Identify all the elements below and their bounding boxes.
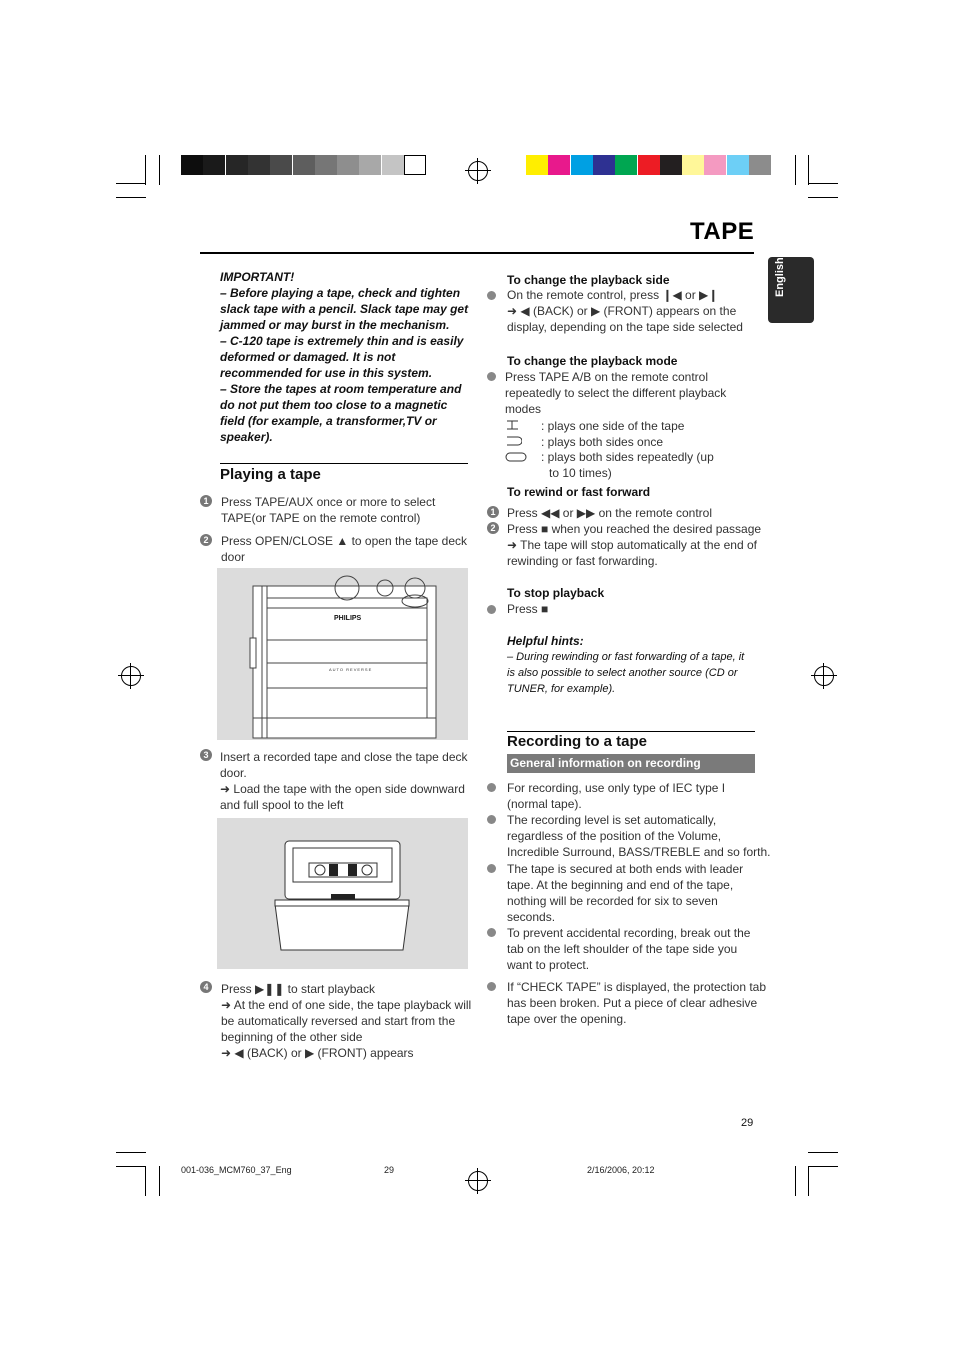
recording-heading: Recording to a tape [507,733,648,750]
change-side-heading: To change the playback side [507,273,670,287]
recording-line: tape. At the beginning and end of the tape, [507,878,734,892]
step-line: ➜ Load the tape with the open side downward [220,782,465,796]
step-line: door. [220,766,247,780]
page-title: TAPE [690,218,755,245]
bullet [487,864,496,873]
color-swatch [727,155,749,175]
recording-line: seconds. [507,910,556,924]
change-mode-heading: To change the playback mode [507,354,678,368]
recording-line: Incredible Surround, BASS/TREBLE and so forth. [507,845,771,859]
mode-description: : plays both sides repeatedly (up [541,450,714,465]
recording-line: (normal tape). [507,797,582,811]
cassette-insert-figure [217,818,468,969]
mode-description: to 10 times) [549,466,612,481]
footer-page: 29 [384,1165,395,1175]
change-mode-line: Press TAPE A/B on the remote control [505,370,708,384]
stop-heading: To stop playback [507,586,605,600]
hint-line: is also possible to select another source (CD or [507,667,738,679]
bullet [487,372,496,381]
step-number-4: 4 [200,981,212,993]
color-swatch [315,155,337,175]
hint-line: TUNER, for example). [507,683,616,695]
step-number-1: 1 [200,495,212,507]
recording-line: To prevent accidental recording, break out the [507,926,751,940]
registration-mark-left [121,666,141,686]
bullet [487,982,496,991]
bullet [487,291,496,300]
recording-line: nothing will be recorded for six to seven [507,894,718,908]
color-swatch [248,155,270,175]
bullet [487,815,496,824]
color-swatch [226,155,248,175]
color-swatch [615,155,637,175]
color-swatch [526,155,548,175]
step-line: be automatically reversed and start from the [221,1014,456,1028]
bullet [487,928,496,937]
registration-mark-right [814,666,834,686]
important-line: slack tape with a pencil. Slack tape may get [220,302,469,316]
step-line: TAPE(or TAPE on the remote control) [221,511,421,525]
important-line: – Before playing a tape, check and tighten [220,286,461,300]
color-swatch [749,155,771,175]
mode-description: : plays one side of the tape [541,419,685,433]
registration-mark-top [468,161,488,181]
recording-line: tab on the left shoulder of the tape side you [507,942,738,956]
step-number-2: 2 [200,534,212,546]
color-swatch [404,155,426,175]
color-swatch [660,155,682,175]
important-heading: IMPORTANT! [220,270,295,284]
both-sides-repeat-icon [505,451,527,463]
rewind-step-number-2: 2 [487,522,499,534]
step-line: ➜ ◀ (BACK) or ▶ (FRONT) appears [221,1046,414,1060]
important-line: recommended for use in this system. [220,366,433,380]
tape-deck-figure [217,568,468,740]
recording-line: For recording, use only type of IEC type I [507,781,726,795]
important-line: deformed or damaged. It is not [220,350,396,364]
change-side-line: On the remote control, press ❙◀ or ▶❙ [507,288,719,302]
both-sides-once-icon [506,435,522,447]
important-line: – Store the tapes at room temperature and [220,382,462,396]
change-mode-line: repeatedly to select the different playback [505,386,727,400]
important-line: field (for example, a transformer,TV or [220,414,437,428]
rewind-heading: To rewind or fast forward [507,485,651,499]
recording-line: regardless of the position of the Volume, [507,829,722,843]
color-swatch [704,155,726,175]
footer-file: 001-036_MCM760_37_Eng [181,1165,292,1175]
step-line: door [221,550,246,564]
rewind-line: Press ■ when you reached the desired passage [507,522,762,536]
recording-line: want to protect. [507,958,590,972]
rewind-step-number-1: 1 [487,506,499,518]
step-line: beginning of the other side [221,1030,363,1044]
important-line: – C-120 tape is extremely thin and is easily [220,334,464,348]
recording-line: If “CHECK TAPE” is displayed, the protection tab [507,980,767,994]
step-line: ➜ At the end of one side, the tape playback will [221,998,472,1012]
footer-date: 2/16/2006, 20:12 [587,1165,655,1175]
color-swatch [293,155,315,175]
step-line: Press OPEN/CLOSE ▲ to open the tape deck [221,534,467,548]
one-side-icon [506,419,520,431]
important-line: speaker). [220,430,273,444]
rewind-step-1: Press ◀◀ or ▶▶ on the remote control [507,506,712,520]
rewind-line: rewinding or fast forwarding. [507,554,658,568]
bullet [487,783,496,792]
change-side-line: ➜ ◀ (BACK) or ▶ (FRONT) appears on the [507,304,737,318]
hints-heading: Helpful hints: [507,634,584,648]
language-tab: English [768,257,814,323]
recording-line: The tape is secured at both ends with leader [507,862,744,876]
color-swatch [181,155,203,175]
step-line: Press TAPE/AUX once or more to select [221,495,436,509]
color-swatch [359,155,381,175]
stop-text: Press ■ [507,602,549,616]
figure-label: AUTO REVERSE [329,667,373,672]
recording-line: has been broken. Put a piece of clear adhesive [507,996,758,1010]
step-number-3: 3 [200,749,212,761]
color-swatch [682,155,704,175]
color-swatch [638,155,660,175]
important-line: do not put them too close to a magnetic [220,398,448,412]
page-number: 29 [741,1117,754,1129]
step-line: Press ▶❚❚ to start playback [221,982,376,996]
bullet [487,605,496,614]
recording-line: tape over the opening. [507,1012,627,1026]
rewind-line: ➜ The tape will stop automatically at the end of [507,538,757,552]
color-swatch [203,155,225,175]
change-side-line: display, depending on the tape side selected [507,320,743,334]
color-swatch [382,155,404,175]
recording-line: The recording level is set automatically, [507,813,717,827]
figure-brand: PHILIPS [334,615,362,622]
hint-line: – During rewinding or fast forwarding of a tape, it [507,651,745,663]
color-swatch [571,155,593,175]
registration-mark-bottom [468,1171,488,1191]
change-mode-line: modes [505,402,542,416]
important-line: jammed or may burst in the mechanism. [220,318,450,332]
playing-heading: Playing a tape [220,466,321,483]
mode-description: : plays both sides once [541,434,664,449]
step-line: and full spool to the left [220,798,344,812]
color-swatch [270,155,292,175]
color-swatch [593,155,615,175]
recording-info-bar: General information on recording [507,754,755,773]
step-line: Insert a recorded tape and close the tape deck [220,750,468,764]
color-swatch [548,155,570,175]
color-swatch [337,155,359,175]
